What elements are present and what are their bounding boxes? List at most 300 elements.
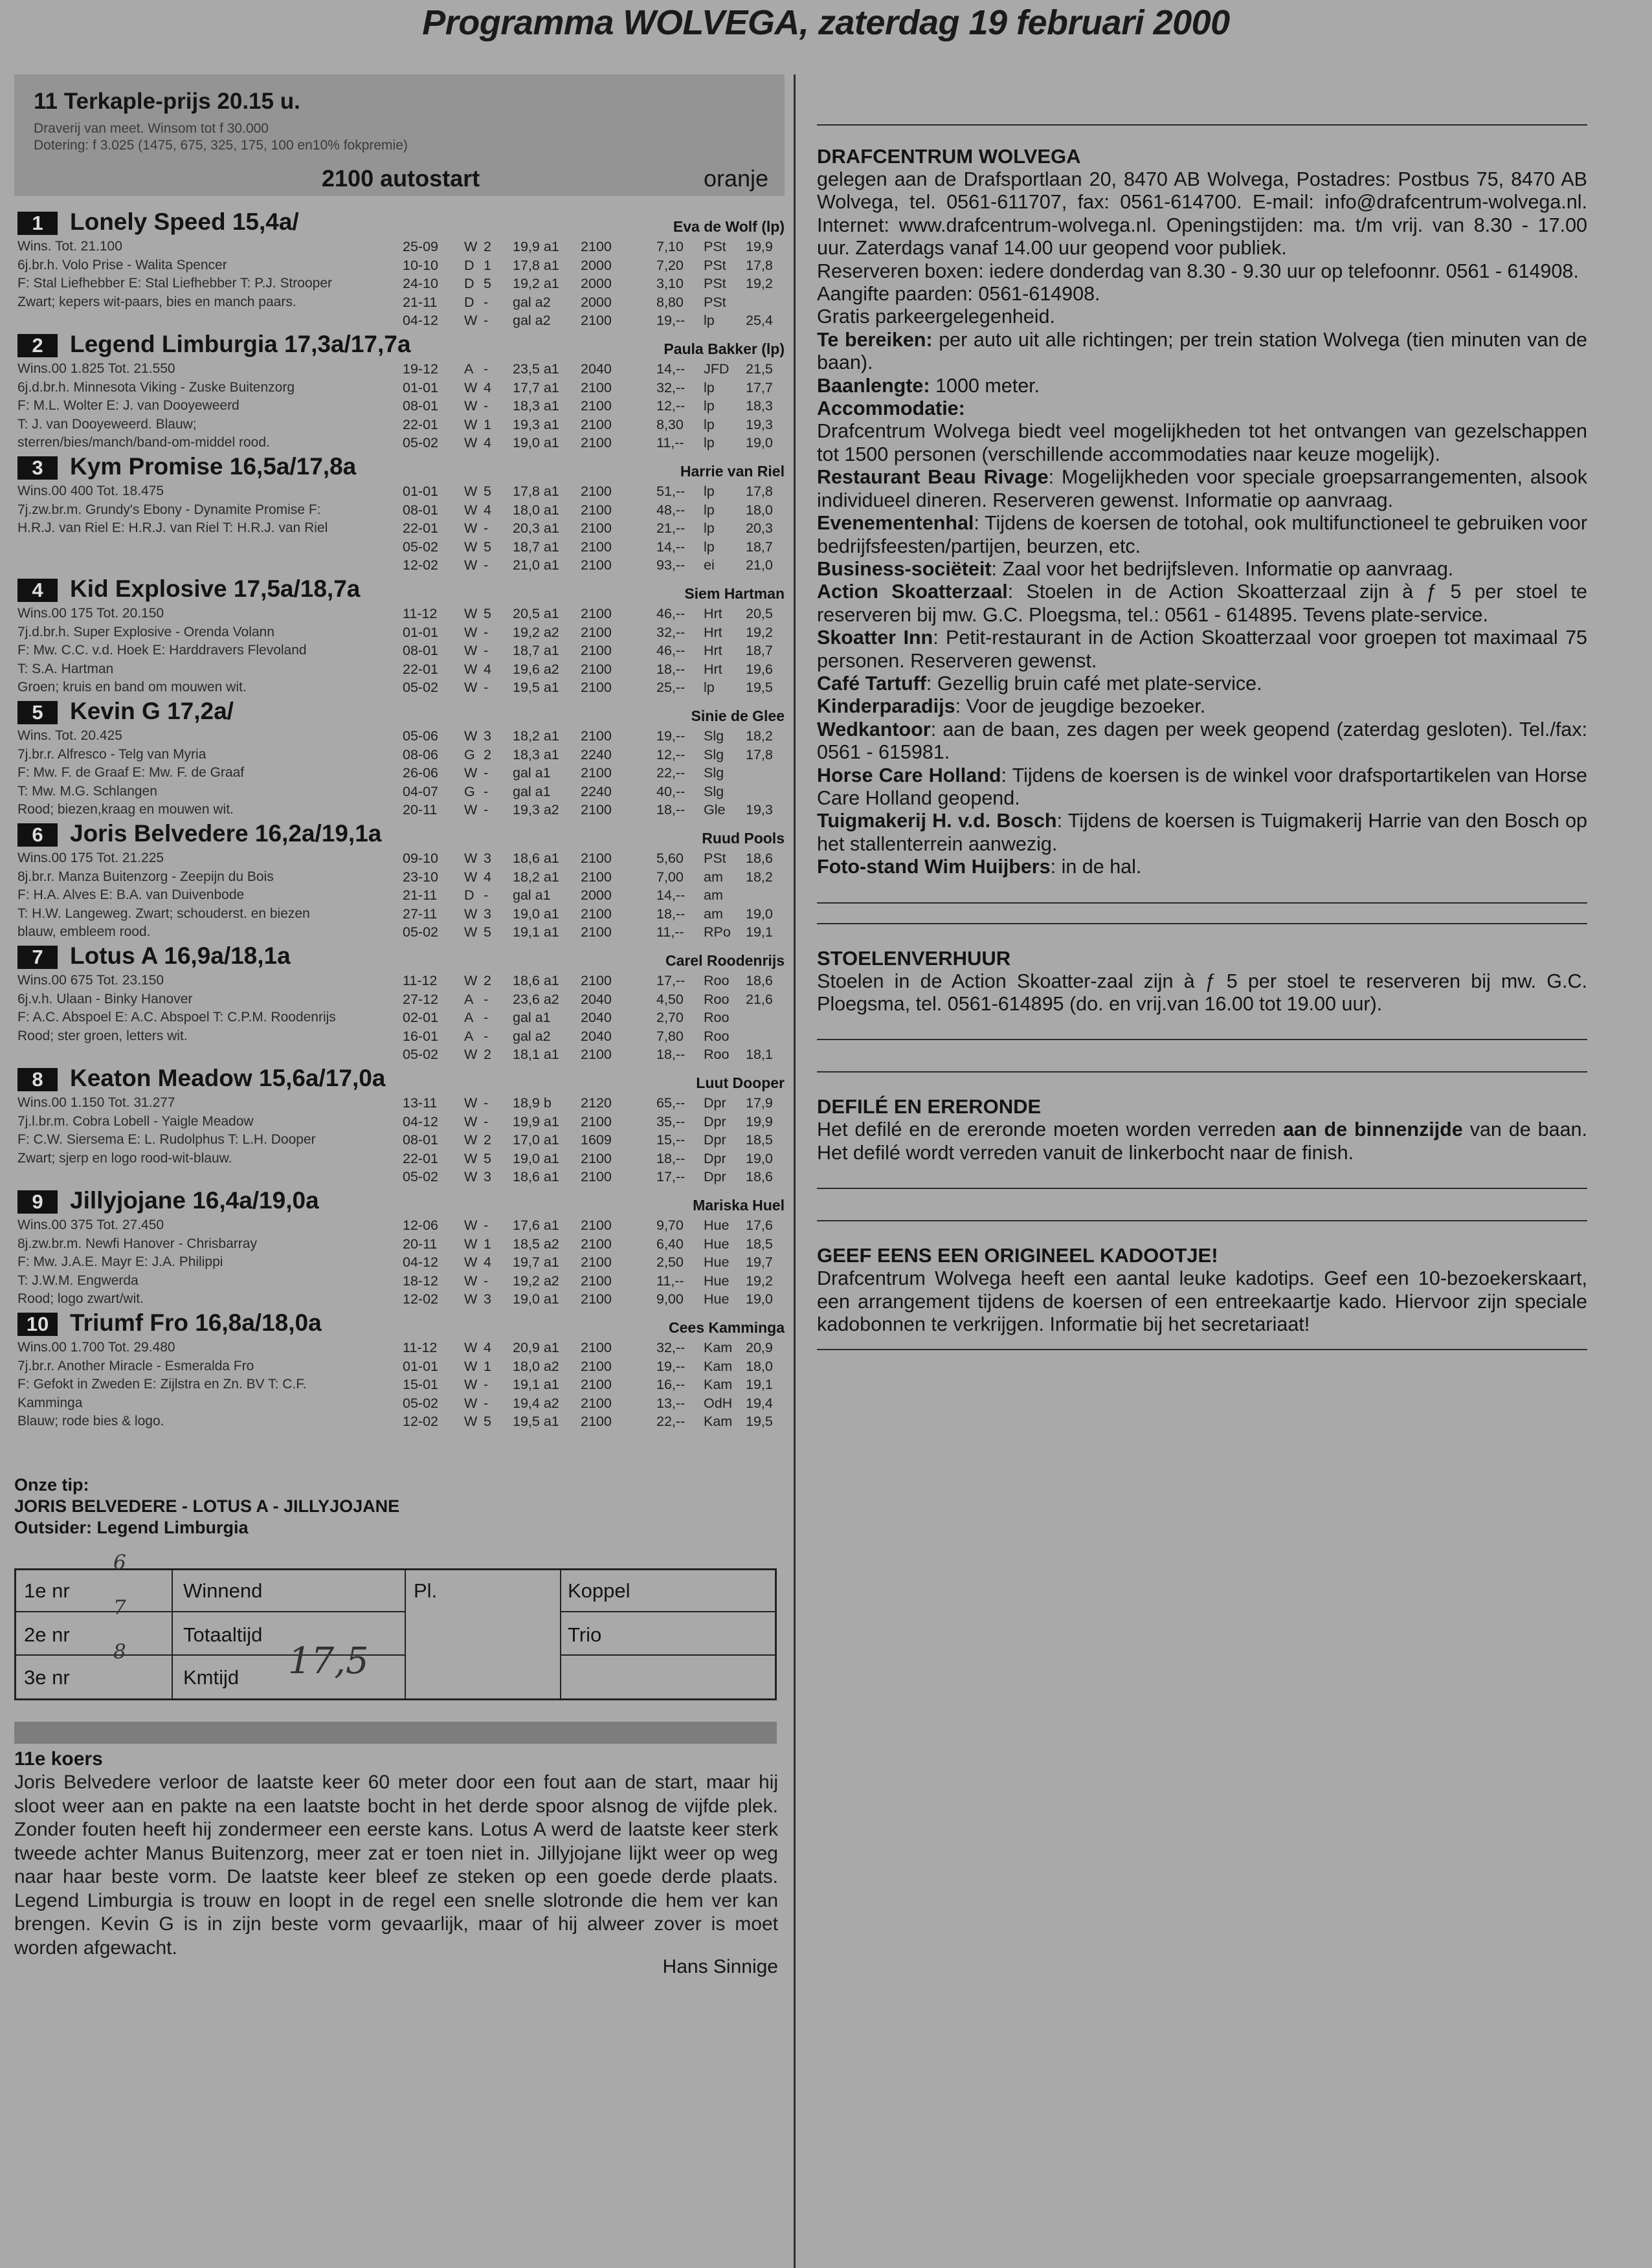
form-cell: W [464,765,478,781]
form-cell: 18,6 a1 [513,973,559,988]
form-cell: 18,9 b [513,1095,552,1111]
form-cell: 17,6 [746,1217,773,1233]
form-cell: W [464,728,478,744]
form-cell: 21,5 [746,361,773,377]
form-cell: W [464,1377,478,1392]
form-cell: 5 [484,1150,491,1166]
accommodatie-text: Drafcentrum Wolvega biedt veel mogelijkheden tot het ontvangen van gezelschappen tot 1500 personen (verschillende accommodaties naar keuze mogelijk). [817,420,1587,465]
form-cell: Kam [704,1414,733,1429]
form-cell: Hue [704,1291,730,1307]
form-cell: 2100 [581,1273,612,1289]
form-cell: 18,6 a1 [513,850,559,866]
form-cell: W [464,1340,478,1355]
form-cell: - [484,1395,489,1411]
facility-item [817,581,1587,627]
page-title: Programma WOLVEGA, zaterdag 19 februari 2000 [422,3,1230,42]
horse-info-line: 6j.d.br.h. Minnesota Viking - Zuske Buitenzorg [17,379,295,395]
form-cell: W [464,606,478,621]
form-cell: - [484,361,489,377]
form-cell: D [464,294,474,310]
facility-text: : Tijdens de koersen is de winkel voor drafsportartikelen van Horse Care Holland geopend. [817,764,1587,809]
form-cell: 17,8 [746,746,773,762]
form-cell: - [484,783,489,799]
horse-info-line: F: Mw. C.C. v.d. Hoek E: Harddravers Flevoland [17,643,307,658]
form-cell: 08-01 [403,643,438,658]
winnend-label: Winnend [183,1579,263,1602]
form-cell: 01-01 [403,484,438,499]
horse-number: 3 [17,456,58,480]
form-cell: W [464,1291,478,1307]
race-header [14,74,785,196]
horse-info [17,727,412,819]
tip-block [14,1474,399,1539]
horse-info-line: T: H.W. Langeweg. Zwart; schouderst. en biezen [17,906,310,921]
horse-entry [14,328,785,450]
horse-name: Joris Belvedere 16,2a/19,1a [70,820,382,847]
form-cell: PSt [704,294,726,310]
form-cell: 2 [484,239,491,254]
horse-info [17,849,412,942]
baanlengte-text: Baanlengte: 1000 meter. [817,374,1040,397]
form-cell: 25,-- [656,680,686,695]
form-cell: 11-12 [403,606,438,621]
aangifte-text: Aangifte paarden: 0561-614908. [817,283,1100,306]
form-cell: 19,5 [746,680,773,695]
facility-text: : Stoelen in de Action Skoatterzaal zijn à ƒ 5 per stoel te reserveren bij mw. G.C. Ploegsma, tel.: 0561 - 614895. Tevens plate-service. [817,581,1587,626]
form-cell: 05-02 [403,1395,438,1411]
form-cell: 04-07 [403,783,438,799]
form-cell: 2040 [581,991,612,1007]
horse-info-line: 7j.l.br.m. Cobra Lobell - Yaigle Meadow [17,1113,254,1129]
horse-driver: Siem Hartman [684,585,785,602]
form-cell: 18,0 [746,502,773,518]
form-cell: 2100 [581,1340,612,1355]
horse-driver: Sinie de Glee [691,707,785,724]
form-cell: Dpr [704,1113,726,1129]
horse-info-line: Wins.00 1.700 Tot. 29.480 [17,1340,175,1355]
horse-name: Kid Explosive 17,5a/18,7a [70,575,361,602]
form-cell: lp [704,484,715,499]
form-cell: 3,10 [656,276,684,291]
form-cell: 08-01 [403,398,438,414]
form-cell: 18,0 a1 [513,502,559,518]
form-cell: 5 [484,276,491,291]
form-cell: Kam [704,1358,733,1374]
form-cell: 1 [484,1358,491,1374]
form-cell: 19,0 a1 [513,435,559,450]
form-cell: W [464,624,478,640]
horse-entry [14,572,785,695]
form-cell: 05-02 [403,680,438,695]
form-cell: Hue [704,1217,730,1233]
horse-info-line: Rood; ster groen, letters wit. [17,1028,188,1043]
form-cell: - [484,1028,489,1044]
form-cell: Slg [704,728,724,744]
facility-text: : Mogelijkheden voor speciale groepsarrangementen, alsook individueel dineren. Reserveren gewenst. Informatie op aanvraag. [817,466,1587,511]
form-cell: 2100 [581,606,612,621]
form-cell: 19,0 [746,1291,773,1307]
form-cell: 2100 [581,680,612,695]
horse-info-line: Zwart; kepers wit-paars, bies en manch paars. [17,294,296,309]
form-cell: 2100 [581,379,612,395]
form-cell: 01-01 [403,1358,438,1374]
form-cell: 2000 [581,257,612,273]
form-cell: 18,3 a1 [513,398,559,414]
form-cell: Dpr [704,1095,726,1111]
form-cell: 04-12 [403,1254,438,1270]
form-cell: 18,1 [746,1047,773,1062]
form-cell: 17,8 a1 [513,484,559,499]
form-cell: 19,7 a1 [513,1254,559,1270]
form-cell: 13-11 [403,1095,438,1111]
facility-label: Restaurant Beau Rivage [817,466,1049,489]
form-cell: 22,-- [656,1414,686,1429]
form-cell: Hue [704,1254,730,1270]
form-cell: 19,1 a1 [513,1377,559,1392]
form-cell: 18,7 [746,539,773,555]
form-cell: PSt [704,239,726,254]
form-cell: W [464,557,478,573]
form-cell: 05-02 [403,1047,438,1062]
form-cell: 18,-- [656,1150,686,1166]
form-cell: 1 [484,1236,491,1252]
facility-label: Horse Care Holland [817,764,1001,786]
form-cell: ei [704,557,715,573]
form-cell: lp [704,398,715,414]
form-cell: 4 [484,379,491,395]
horse-number: 2 [17,334,58,357]
facility-item [817,810,1587,856]
form-cell: 2 [484,1047,491,1062]
form-cell: - [484,520,489,536]
horse-info [17,360,412,452]
form-cell: OdH [704,1395,733,1411]
form-cell: - [484,887,489,903]
form-cell: Kam [704,1377,733,1392]
facility-item [817,856,1587,878]
horse-number: 9 [17,1190,58,1214]
form-cell: 19,9 a1 [513,1113,559,1129]
form-cell: 2100 [581,1047,612,1062]
form-cell: 2100 [581,906,612,922]
form-cell: 2100 [581,539,612,555]
form-cell: - [484,643,489,658]
form-cell: 22-01 [403,661,438,677]
form-cell: 12,-- [656,398,686,414]
horse-info-line: T: Mw. M.G. Schlangen [17,783,157,799]
form-cell: 2100 [581,1254,612,1270]
form-cell: 4 [484,1340,491,1355]
form-cell: 2100 [581,643,612,658]
form-cell: 20,9 [746,1340,773,1355]
form-cell: 23,5 a1 [513,361,559,377]
form-cell: 18,2 a1 [513,869,559,885]
form-cell: 14,-- [656,361,686,377]
form-cell: 16-01 [403,1028,438,1044]
form-cell: 19,-- [656,1358,686,1374]
horse-entry [14,205,785,328]
form-cell: Roo [704,973,730,988]
horse-list [14,205,785,1429]
form-cell: 13,-- [656,1395,686,1411]
form-cell: W [464,1132,478,1148]
horse-info-line: Wins.00 675 Tot. 23.150 [17,973,164,988]
totaaltijd-label: Totaaltijd [183,1623,263,1646]
form-cell: 19,3 a1 [513,416,559,432]
form-cell: 17,0 a1 [513,1132,559,1148]
form-cell: 17,6 a1 [513,1217,559,1233]
horse-name: Kym Promise 16,5a/17,8a [70,453,357,480]
form-cell: W [464,435,478,450]
form-cell: 10-10 [403,257,438,273]
horse-entry [14,939,785,1062]
horse-driver: Cees Kamminga [669,1319,785,1336]
tip-picks: JORIS BELVEDERE - LOTUS A - JILLYJOJANE [14,1496,400,1516]
form-cell: 19,6 a2 [513,661,559,677]
horse-driver: Ruud Pools [702,830,785,847]
form-cell: 18,1 a1 [513,1047,559,1062]
form-cell: - [484,1217,489,1233]
row-1-label: 1e nr [24,1579,70,1602]
form-cell: 21,6 [746,991,773,1007]
form-cell: 20-11 [403,802,438,817]
form-cell: 18,5 [746,1132,773,1148]
tip-outsider: Outsider: Legend Limburgia [14,1518,249,1537]
horse-name: Jillyjojane 16,4a/19,0a [70,1187,319,1214]
divider-rule [817,1349,1587,1350]
form-cell: 08-01 [403,1132,438,1148]
form-cell: - [484,313,489,328]
form-cell: 46,-- [656,643,686,658]
race-conditions: Draverij van meet. Winsom tot f 30.000 [34,121,269,136]
form-cell: 7,20 [656,257,684,273]
facility-label: Café Tartuff [817,672,926,695]
form-cell: 23,6 a2 [513,991,559,1007]
facility-item [817,466,1587,512]
form-cell: 19-12 [403,361,438,377]
form-cell: 19,0 a1 [513,1150,559,1166]
form-cell: PSt [704,276,726,291]
form-cell: D [464,887,474,903]
horse-driver: Eva de Wolf (lp) [673,218,785,235]
form-cell: - [484,557,489,573]
form-cell: 15,-- [656,1132,686,1148]
form-cell: 2100 [581,1414,612,1429]
form-cell: 05-02 [403,924,438,940]
form-cell: - [484,1113,489,1129]
form-cell: 19,5 a1 [513,680,559,695]
form-cell: 19,9 [746,1113,773,1129]
form-cell: 32,-- [656,1340,686,1355]
form-cell: 18,2 [746,728,773,744]
form-cell: G [464,783,475,799]
divider-bar [14,1722,777,1744]
form-cell: A [464,1010,474,1025]
form-cell: 7,10 [656,239,684,254]
horse-info-line: 7j.br.r. Another Miracle - Esmeralda Fro [17,1358,254,1373]
form-cell: 12-02 [403,1291,438,1307]
form-cell: 25,4 [746,313,773,328]
facility-label: Kinderparadijs [817,695,955,718]
form-cell: 19,0 a1 [513,1291,559,1307]
facility-label: Skoatter Inn [817,627,933,649]
form-cell: W [464,1254,478,1270]
form-cell: 8,80 [656,294,684,310]
handwritten-first: 6 [113,1551,126,1574]
facility-label: Wedkantoor [817,718,931,740]
form-cell: 5 [484,1414,491,1429]
form-cell: 2040 [581,361,612,377]
horse-entry [14,817,785,939]
defile-heading: DEFILÉ EN ERERONDE [817,1095,1042,1118]
horse-info-line: T: S.A. Hartman [17,661,114,676]
form-cell: am [704,887,723,903]
form-cell: 21-11 [403,294,438,310]
form-cell: 2040 [581,1028,612,1044]
form-cell: Hrt [704,661,722,677]
form-cell: lp [704,435,715,450]
form-cell: Roo [704,1028,730,1044]
horse-info-line: Wins.00 175 Tot. 20.150 [17,606,164,621]
accommodatie-label: Accommodatie: [817,397,965,420]
horse-driver: Harrie van Riel [680,463,785,480]
form-cell: 2100 [581,1217,612,1233]
form-cell: W [464,661,478,677]
form-cell: am [704,869,723,885]
form-cell: 08-06 [403,746,438,762]
form-cell: W [464,1150,478,1166]
horse-info-line: F: Mw. F. de Graaf E: Mw. F. de Graaf [17,765,245,780]
horse-name: Legend Limburgia 17,3a/17,7a [70,331,411,357]
form-cell: 25-09 [403,239,438,254]
form-cell: 19,2 [746,1273,773,1289]
form-cell: 02-01 [403,1010,438,1025]
horse-entry [14,1184,785,1306]
horse-info-line: Rood; logo zwart/wit. [17,1291,144,1306]
form-cell: 12-06 [403,1217,438,1233]
form-cell: W [464,643,478,658]
form-cell: 20,5 [746,606,773,621]
kado-heading: GEEF EENS EEN ORIGINEEL KADOOTJE! [817,1244,1218,1267]
form-cell: Hrt [704,624,722,640]
race-distance: 2100 autostart [322,165,480,192]
form-cell: 7,00 [656,869,684,885]
form-cell: - [484,398,489,414]
form-cell: 3 [484,1291,491,1307]
horse-info-line: T: J.W.M. Engwerda [17,1273,139,1288]
horse-number: 1 [17,212,58,235]
stoelen-heading: STOELENVERHUUR [817,946,1011,970]
horse-driver: Paula Bakker (lp) [664,340,785,357]
facility-text: : Gezellig bruin café met plate-service. [926,672,1262,695]
facility-label: Evenementenhal [817,512,974,535]
form-cell: - [484,1377,489,1392]
form-cell: 2240 [581,783,612,799]
form-cell: 2100 [581,1358,612,1374]
horse-info-line: Rood; biezen,kraag en mouwen wit. [17,802,234,817]
form-cell: 18,7 a1 [513,539,559,555]
horse-info-line: Wins.00 1.150 Tot. 31.277 [17,1095,175,1110]
form-cell: 18,-- [656,661,686,677]
horse-name: Kevin G 17,2a/ [70,698,234,724]
horse-info-line: 8j.zw.br.m. Newfi Hanover - Chrisbarray [17,1236,257,1251]
facility-text: : in de hal. [1050,856,1142,878]
form-cell: lp [704,502,715,518]
form-cell: W [464,484,478,499]
form-cell: 18,5 [746,1236,773,1252]
form-cell: W [464,1395,478,1411]
form-cell: 18,3 [746,398,773,414]
form-cell: 18,7 [746,643,773,658]
horse-name: Keaton Meadow 15,6a/17,0a [70,1065,386,1091]
form-cell: 21,0 a1 [513,557,559,573]
form-cell: 2100 [581,1377,612,1392]
form-cell: 2 [484,746,491,762]
form-cell: 2100 [581,1113,612,1129]
form-cell: Kam [704,1340,733,1355]
facility-item [817,695,1587,718]
form-cell: 65,-- [656,1095,686,1111]
form-cell: W [464,1113,478,1129]
form-cell: 18,6 a1 [513,1169,559,1184]
form-cell: W [464,239,478,254]
form-cell: 2100 [581,435,612,450]
form-cell: gal a2 [513,1028,551,1044]
result-table [14,1551,777,1700]
form-cell: 19,6 [746,661,773,677]
horse-info [17,482,412,538]
form-cell: 2100 [581,1150,612,1166]
horse-info [17,1216,412,1309]
form-cell: 18,2 [746,869,773,885]
form-cell: 14,-- [656,887,686,903]
horse-info-line: Zwart; sjerp en logo rood-wit-blauw. [17,1150,232,1166]
form-cell: 93,-- [656,557,686,573]
form-cell: 19,4 [746,1395,773,1411]
form-cell: A [464,991,474,1007]
form-cell: Slg [704,783,724,799]
race-program [14,74,785,1429]
facility-text: : Voor de jeugdige bezoeker. [955,695,1206,718]
form-cell: lp [704,520,715,536]
form-cell: 17,8 a1 [513,257,559,273]
form-cell: 09-10 [403,850,438,866]
form-cell: 19,1 [746,924,773,940]
horse-info [17,972,412,1045]
form-cell: 5 [484,924,491,940]
form-cell: 7,80 [656,1028,684,1044]
form-cell: JFD [704,361,730,377]
form-cell: 05-02 [403,435,438,450]
form-cell: 18,0 [746,1358,773,1374]
horse-info-line: F: C.W. Siersema E: L. Rudolphus T: L.H. Dooper [17,1132,316,1147]
form-cell: Hue [704,1273,730,1289]
form-cell: 19,9 a1 [513,239,559,254]
facility-label: Tuigmakerij H. v.d. Bosch [817,810,1057,832]
form-cell: 04-12 [403,1113,438,1129]
form-cell: am [704,906,723,922]
facility-text: : Tijdens de koersen de totohal, ook multifunctioneel te gebruiken voor bedrijfsfeesten/partijen, beurzen, etc. [817,512,1587,557]
column-divider [794,74,796,2268]
horse-info-line: 8j.br.r. Manza Buitenzorg - Zeepijn du Bois [17,869,274,884]
form-cell: 19,2 a2 [513,1273,559,1289]
horse-info-line: 7j.br.r. Alfresco - Telg van Myria [17,746,206,762]
form-cell: 17,-- [656,973,686,988]
form-cell: - [484,624,489,640]
form-cell: 4 [484,435,491,450]
form-cell: 18,5 a2 [513,1236,559,1252]
form-cell: 27-11 [403,906,438,922]
